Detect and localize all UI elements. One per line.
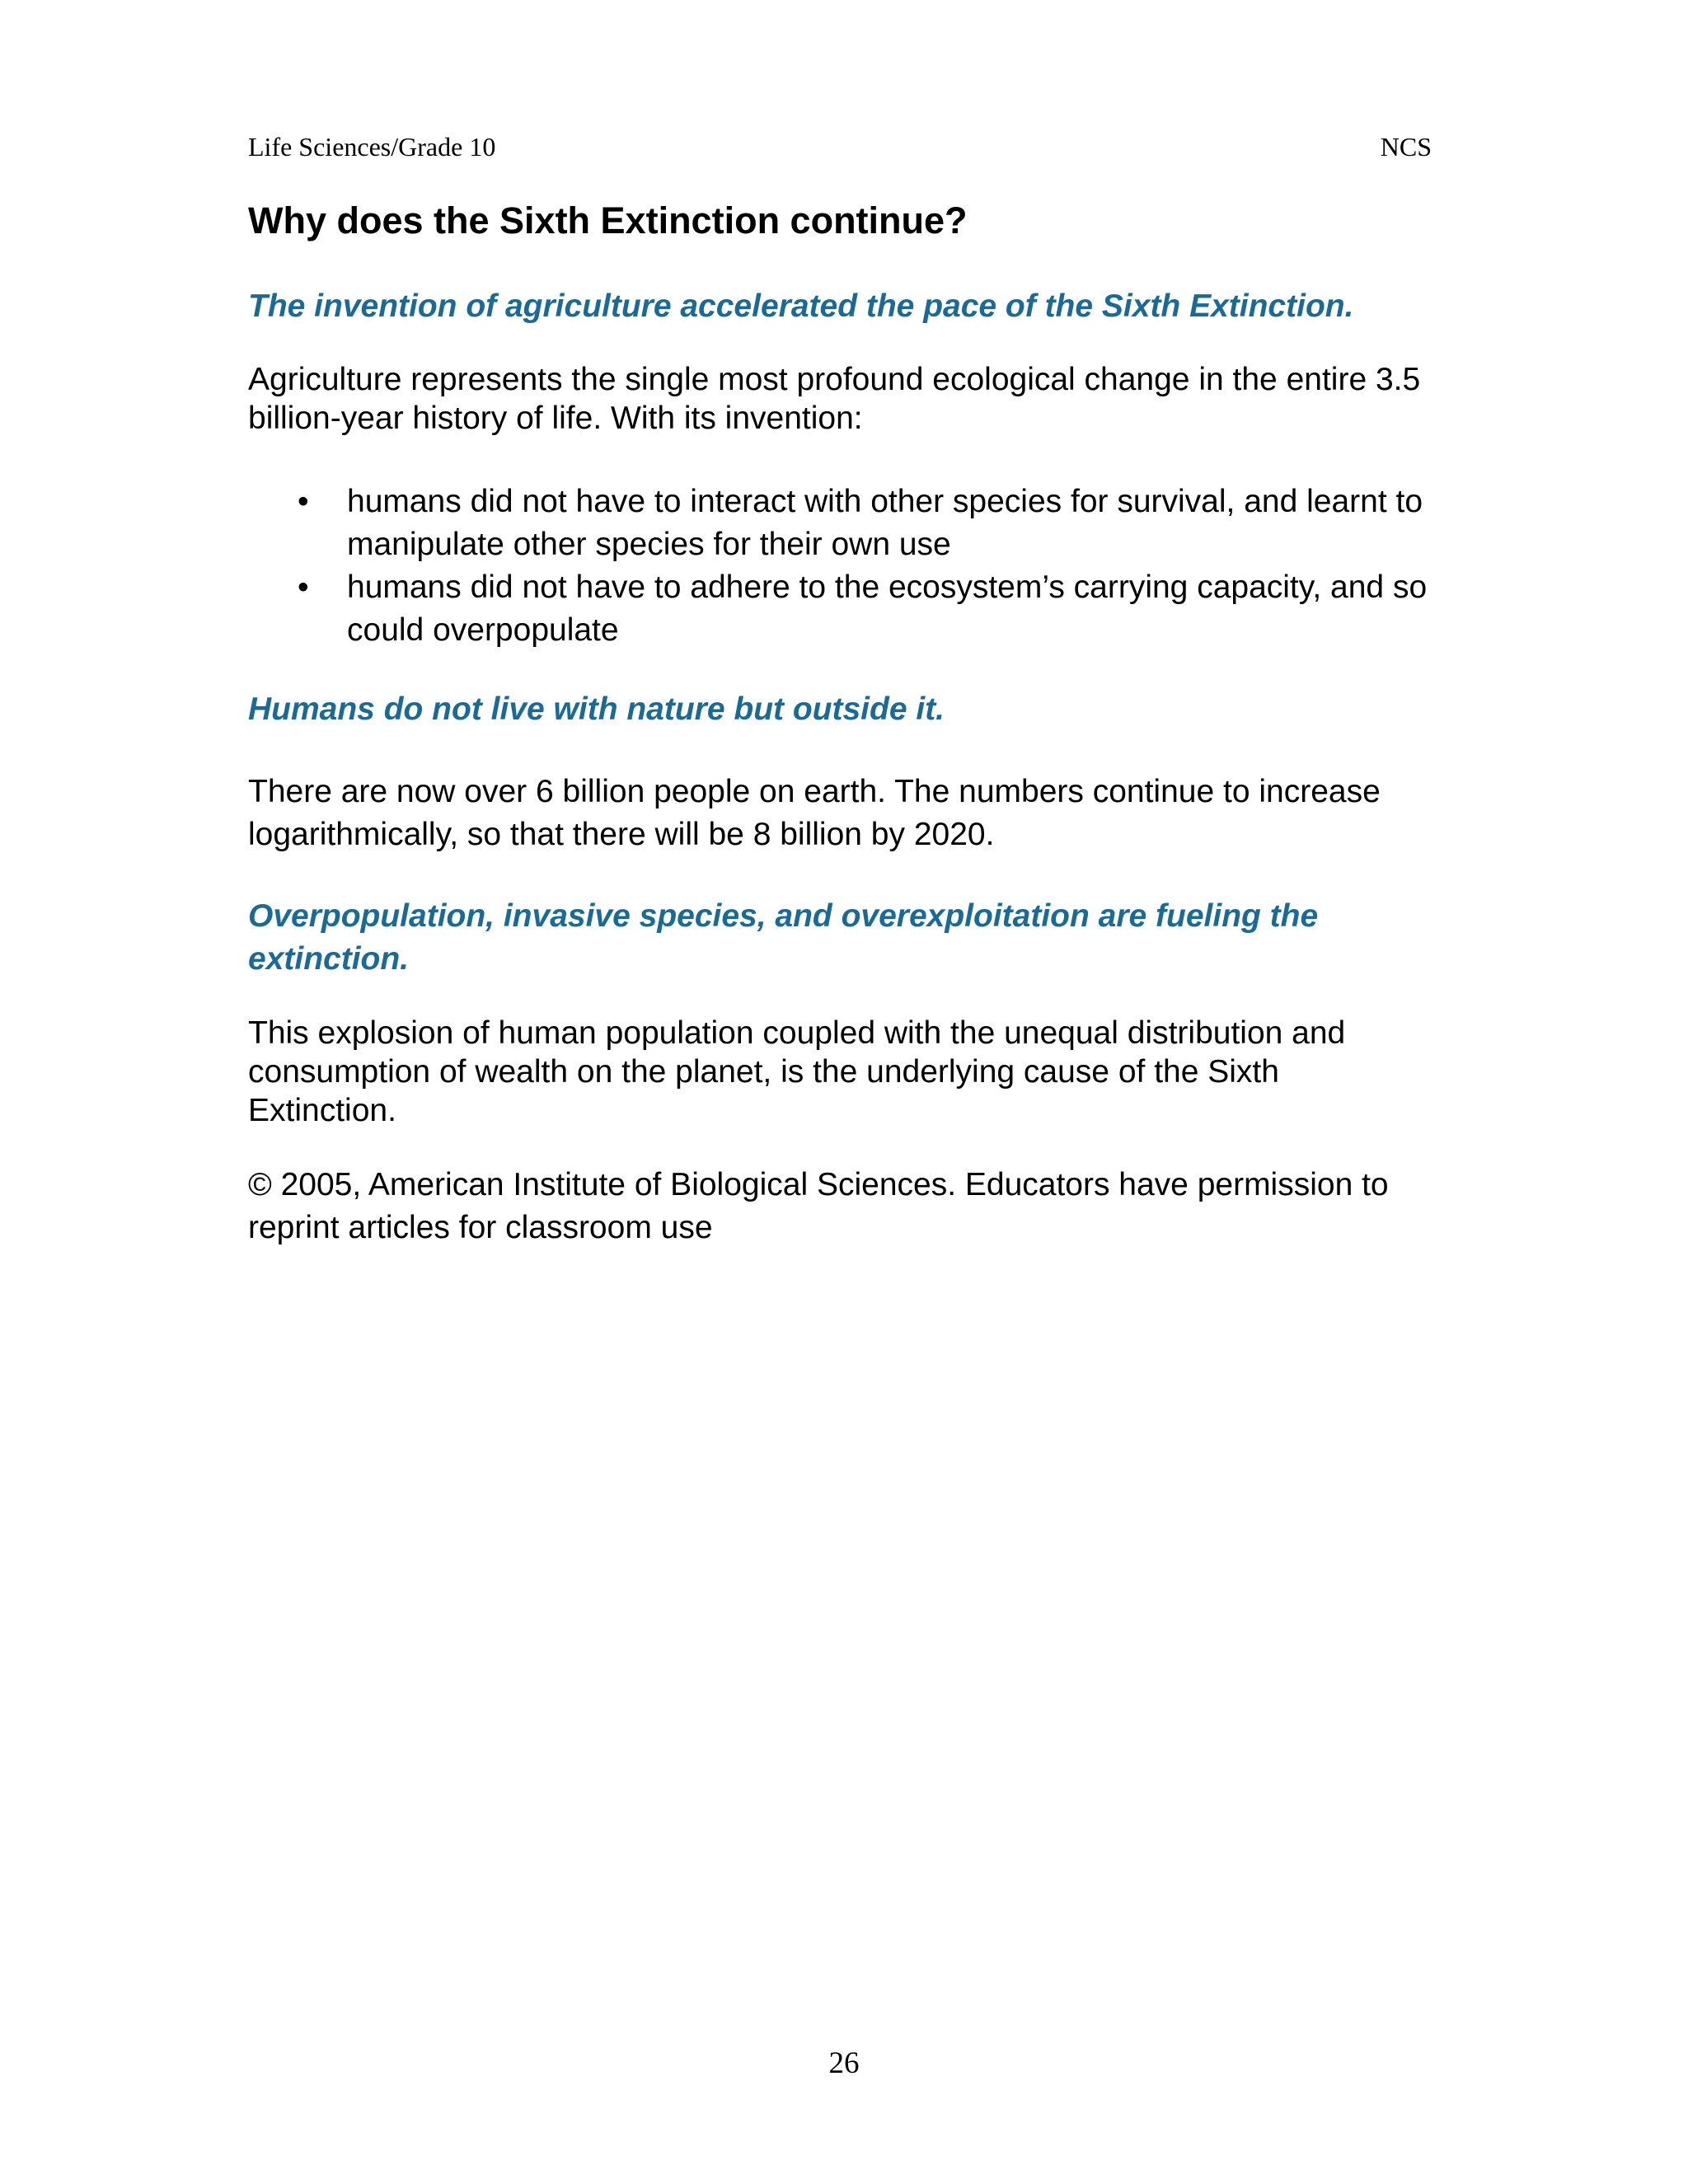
section-heading-overpopulation: Overpopulation, invasive species, and overexploitation are fueling the extinction. bbox=[248, 898, 1319, 977]
page-content bbox=[248, 196, 1435, 1249]
section-heading-agriculture: The invention of agriculture accelerated the pace of the Sixth Extinction. bbox=[248, 288, 1354, 324]
section-body-agriculture: Agriculture represents the single most profound ecological change in the entire 3.5 billion-year history of life. With its invention: bbox=[248, 362, 1421, 436]
section-body-cause: This explosion of human population coupled with the unequal distribution and consumption of wealth on the planet, is the underlying cause of the Sixth Extinction. bbox=[248, 1015, 1346, 1128]
list-item-text: humans did not have to adhere to the ecosystem’s carrying capacity, and so could overpopulate bbox=[347, 569, 1428, 648]
bullet-list bbox=[248, 480, 1435, 652]
running-header-left: Life Sciences/Grade 10 bbox=[248, 132, 496, 162]
page-number: 26 bbox=[828, 2046, 860, 2080]
page-title: Why does the Sixth Extinction continue? bbox=[248, 199, 968, 241]
list-item bbox=[248, 566, 1435, 652]
list-item-text: humans did not have to interact with other species for survival, and learnt to manipulate other species for their own use bbox=[347, 484, 1423, 562]
copyright-notice: © 2005, American Institute of Biological Sciences. Educators have permission to reprint articles for classroom use bbox=[248, 1167, 1389, 1245]
bullet-icon: • bbox=[298, 569, 309, 605]
running-header-right: NCS bbox=[1380, 132, 1432, 162]
list-item bbox=[248, 480, 1435, 566]
bullet-icon: • bbox=[298, 484, 309, 519]
section-body-population: There are now over 6 billion people on earth. The numbers continue to increase logarithmically, so that there will be 8 billion by 2020. bbox=[248, 774, 1381, 852]
section-heading-nature: Humans do not live with nature but outside it. bbox=[248, 691, 945, 727]
